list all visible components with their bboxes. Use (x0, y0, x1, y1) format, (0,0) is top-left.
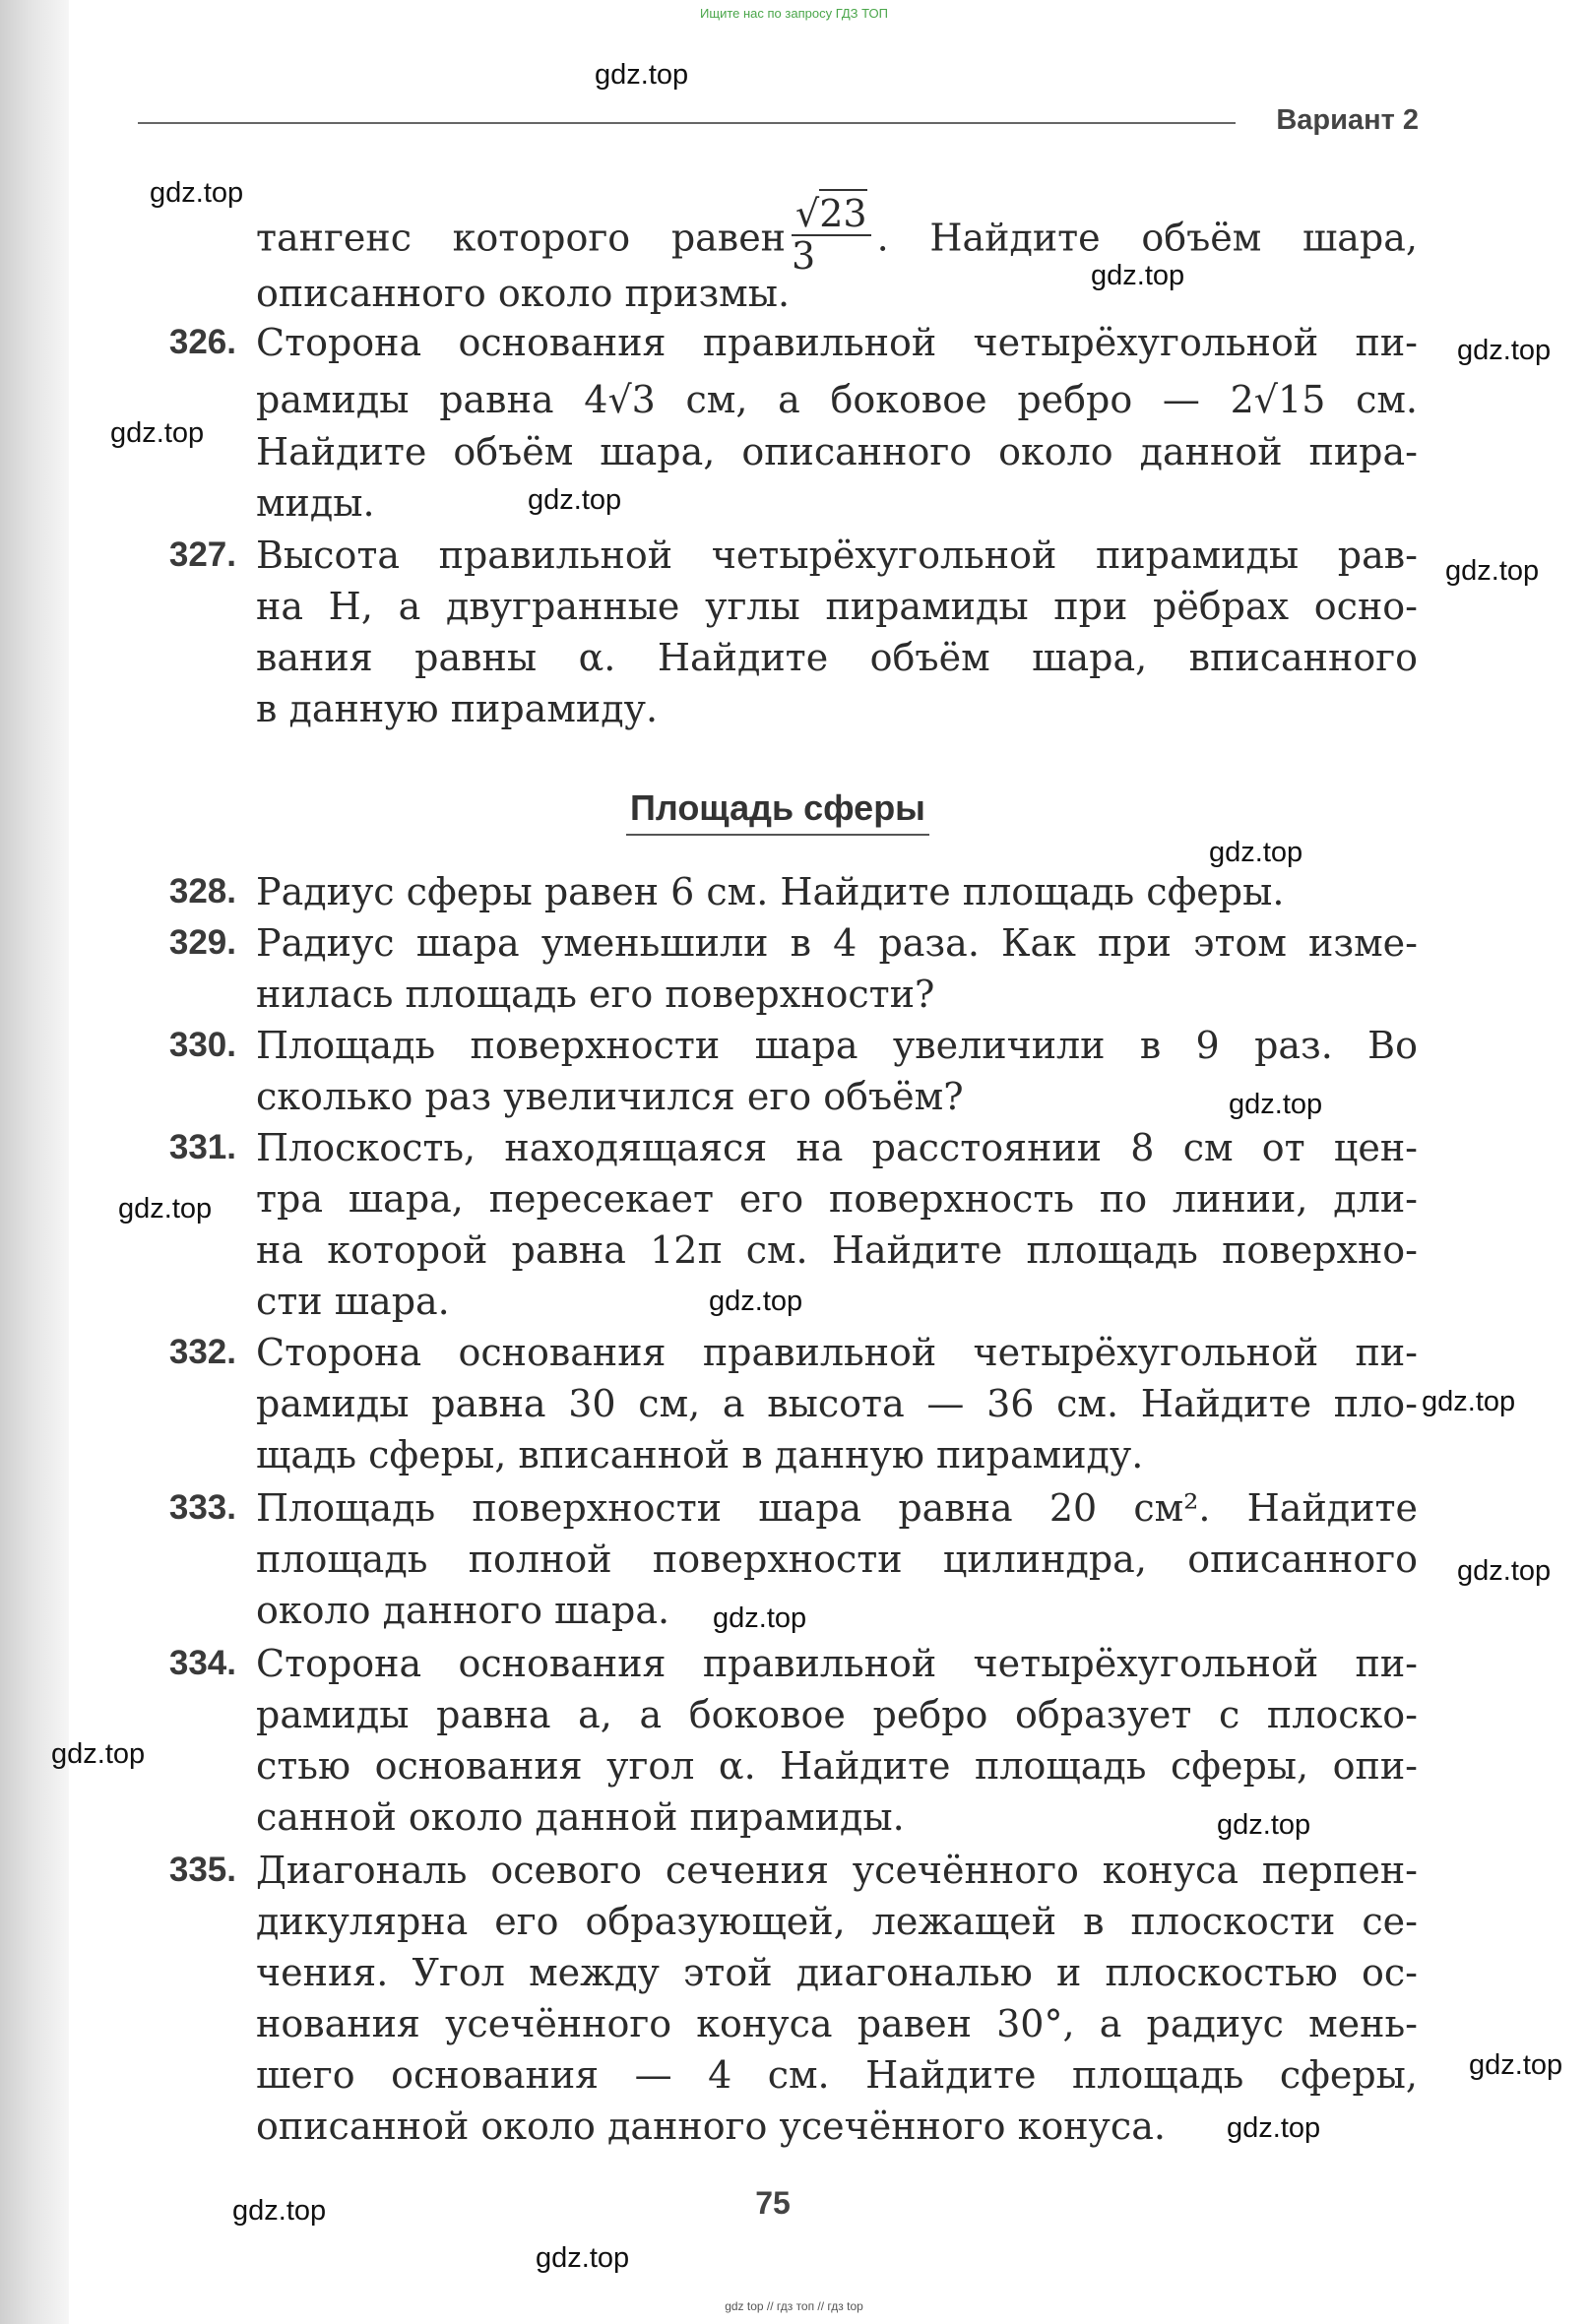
problem-line: Сторона основания правильной четырёхугольной пи- (256, 1642, 1418, 1685)
problem-line: сколько раз увеличился его объём? (256, 1075, 964, 1118)
watermark: gdz.top (51, 1738, 146, 1770)
problem-number: 335. (168, 1851, 236, 1889)
watermark: gdz.top (1209, 837, 1303, 868)
problem-line: на которой равна 12π см. Найдите площадь поверхно- (256, 1228, 1418, 1272)
watermark: gdz.top (150, 177, 244, 209)
problem-line: площадь полной поверхности цилиндра, описанного (256, 1538, 1418, 1581)
continuation-line-1: тангенс которого равен $\frac{√23}{3}$ . Найдите объём шара, (256, 207, 1418, 276)
problem-line: чения. Угол между этой диагональю и плоскостью ос- (256, 1951, 1418, 1994)
problem-line: вания равны α. Найдите объём шара, вписанного (256, 636, 1418, 679)
problem-number: 332. (168, 1333, 236, 1371)
watermark: gdz.top (1469, 2049, 1563, 2081)
problem-line: сти шара. (256, 1280, 450, 1323)
watermark: gdz.top (1217, 1809, 1311, 1841)
problem-line: дикулярна его образующей, лежащей в плоскости се- (256, 1900, 1418, 1943)
bottom-note: gdz top // гдз топ // гдз top (725, 2299, 863, 2313)
watermark: gdz.top (595, 59, 689, 91)
problem-line: на H, а двугранные углы пирамиды при рёбрах осно- (256, 585, 1418, 628)
watermark: gdz.top (1457, 1555, 1552, 1587)
problem-line: нилась площадь его поверхности? (256, 973, 935, 1016)
problem-line: шего основания — 4 см. Найдите площадь сферы, (256, 2053, 1418, 2097)
watermark: gdz.top (1091, 260, 1185, 291)
problem-line: нования усечённого конуса равен 30°, а радиус мень- (256, 2002, 1418, 2045)
problem-line: Сторона основания правильной четырёхугольной пи- (256, 1331, 1418, 1374)
problem-number: 326. (168, 323, 236, 361)
watermark: gdz.top (709, 1286, 803, 1317)
problem-line: рамиды равна 30 см, а высота — 36 см. Найдите пло- (256, 1382, 1418, 1425)
page-spine-shadow (0, 0, 69, 2324)
problem-number: 333. (168, 1488, 236, 1527)
problem-line: Диагональ осевого сечения усечённого конуса перпен- (256, 1849, 1418, 1892)
problem-line: стью основания угол α. Найдите площадь сферы, опи- (256, 1744, 1418, 1788)
problem-line: Площадь поверхности шара равна 20 см². Найдите (256, 1486, 1418, 1530)
problem-line: рамиды равна a, а боковое ребро образует с плоско- (256, 1693, 1418, 1736)
watermark: gdz.top (713, 1602, 807, 1634)
top-note: Ищите нас по запросу ГДЗ ТОП (700, 6, 888, 21)
fraction-sqrt23-over-3: $\frac{√23}{3}$ (792, 193, 871, 276)
watermark: gdz.top (1422, 1386, 1516, 1417)
problem-line: Радиус шара уменьшили в 4 раза. Как при этом изме- (256, 921, 1418, 965)
watermark: gdz.top (110, 417, 205, 449)
watermark: gdz.top (536, 2242, 630, 2274)
problem-number: 327. (168, 535, 236, 574)
problem-line: Сторона основания правильной четырёхугольной пи- (256, 321, 1418, 364)
header-rule (138, 122, 1236, 124)
problem-line: щадь сферы, вписанной в данную пирамиду. (256, 1433, 1144, 1476)
problem-line: санной около данной пирамиды. (256, 1795, 905, 1839)
problem-line: в данную пирамиду. (256, 687, 659, 730)
problem-line: Площадь поверхности шара увеличили в 9 раз. Во (256, 1024, 1418, 1067)
problem-number: 328. (168, 872, 236, 911)
watermark: gdz.top (118, 1193, 213, 1225)
page-number: 75 (755, 2185, 791, 2221)
variant-label: Вариант 2 (1276, 104, 1419, 136)
problem-line: Радиус сферы равен 6 см. Найдите площадь сферы. (256, 870, 1285, 913)
watermark: gdz.top (1227, 2112, 1321, 2144)
problem-number: 330. (168, 1026, 236, 1064)
watermark: gdz.top (1457, 335, 1552, 366)
problem-line: рамиды равна 4√3 см, а боковое ребро — 2√15 см. (256, 378, 1418, 421)
problem-number: 334. (168, 1644, 236, 1682)
problem-number: 329. (168, 923, 236, 962)
watermark: gdz.top (1229, 1089, 1323, 1120)
problem-line: описанной около данного усечённого конуса. (256, 2104, 1166, 2148)
problem-line: Плоскость, находящаяся на расстоянии 8 см от цен- (256, 1126, 1418, 1169)
section-heading: Площадь сферы (0, 787, 1556, 829)
problem-line: тра шара, пересекает его поверхность по линии, дли- (256, 1177, 1418, 1221)
problem-line: миды. (256, 481, 375, 525)
watermark: gdz.top (1445, 555, 1540, 587)
problem-line: Высота правильной четырёхугольной пирамиды рав- (256, 534, 1418, 577)
watermark: gdz.top (232, 2195, 327, 2227)
problem-line: около данного шара. (256, 1589, 670, 1632)
problem-number: 331. (168, 1128, 236, 1166)
watermark: gdz.top (528, 484, 622, 516)
continuation-line-2: описанного около призмы. (256, 272, 791, 315)
problem-line: Найдите объём шара, описанного около данной пира- (256, 430, 1418, 473)
